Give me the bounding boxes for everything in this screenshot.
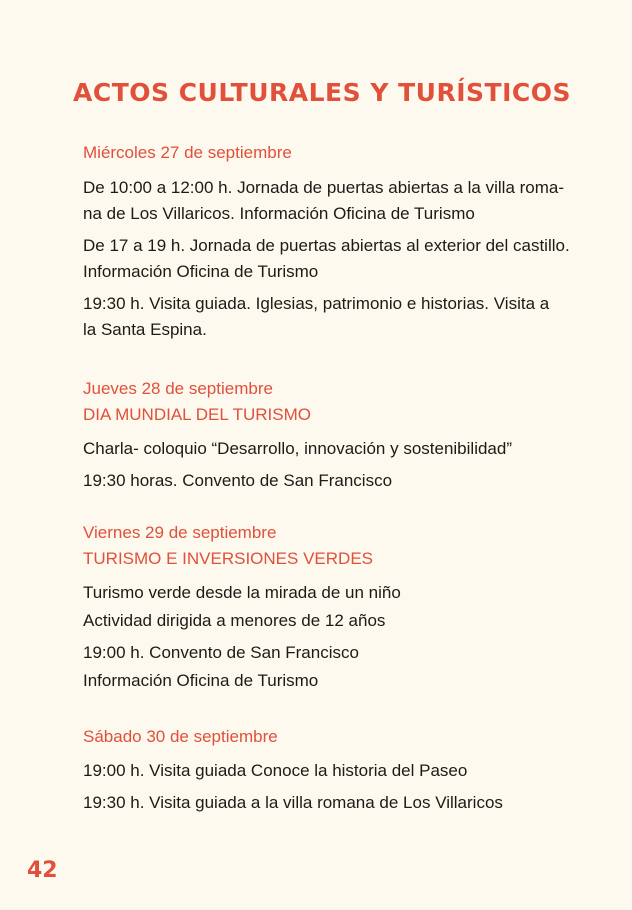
event-section-thursday	[83, 376, 575, 494]
event-line: Charla- coloquio “Desarrollo, innovación y sostenibilidad”	[83, 439, 512, 458]
section-date: Viernes 29 de septiembre	[83, 523, 277, 542]
section-subheading: TURISMO E INVERSIONES VERDES	[83, 549, 373, 568]
event-line: 19:30 h. Visita guiada. Iglesias, patrimonio e historias. Visita a	[83, 294, 550, 313]
page-title: ACTOS CULTURALES Y TURÍSTICOS	[73, 78, 571, 107]
event-line: la Santa Espina.	[83, 320, 207, 339]
event-line: De 17 a 19 h. Jornada de puertas abiertas al exterior del castillo.	[83, 236, 570, 255]
event-section-friday	[83, 520, 575, 694]
event-line: 19:30 horas. Convento de San Francisco	[83, 471, 393, 490]
section-subheading: DIA MUNDIAL DEL TURISMO	[83, 405, 311, 424]
event-line: Turismo verde desde la mirada de un niño	[83, 583, 401, 602]
event-line: Información Oficina de Turismo	[83, 262, 319, 281]
event-line: De 10:00 a 12:00 h. Jornada de puertas abiertas a la villa roma-	[83, 178, 565, 197]
event-line: Información Oficina de Turismo	[83, 671, 319, 690]
event-line: 19:00 h. Visita guiada Conoce la historia del Paseo	[83, 761, 468, 780]
event-line: 19:30 h. Visita guiada a la villa romana de Los Villaricos	[83, 793, 503, 812]
event-section-wednesday	[83, 140, 575, 343]
event-line: 19:00 h. Convento de San Francisco	[83, 643, 359, 662]
section-date: Miércoles 27 de septiembre	[83, 143, 292, 162]
section-date: Sábado 30 de septiembre	[83, 727, 278, 746]
event-line: Actividad dirigida a menores de 12 años	[83, 611, 386, 630]
page-number: 42	[27, 858, 58, 883]
event-section-saturday	[83, 724, 575, 816]
section-date: Jueves 28 de septiembre	[83, 379, 273, 398]
event-line: na de Los Villaricos. Información Oficina de Turismo	[83, 204, 475, 223]
